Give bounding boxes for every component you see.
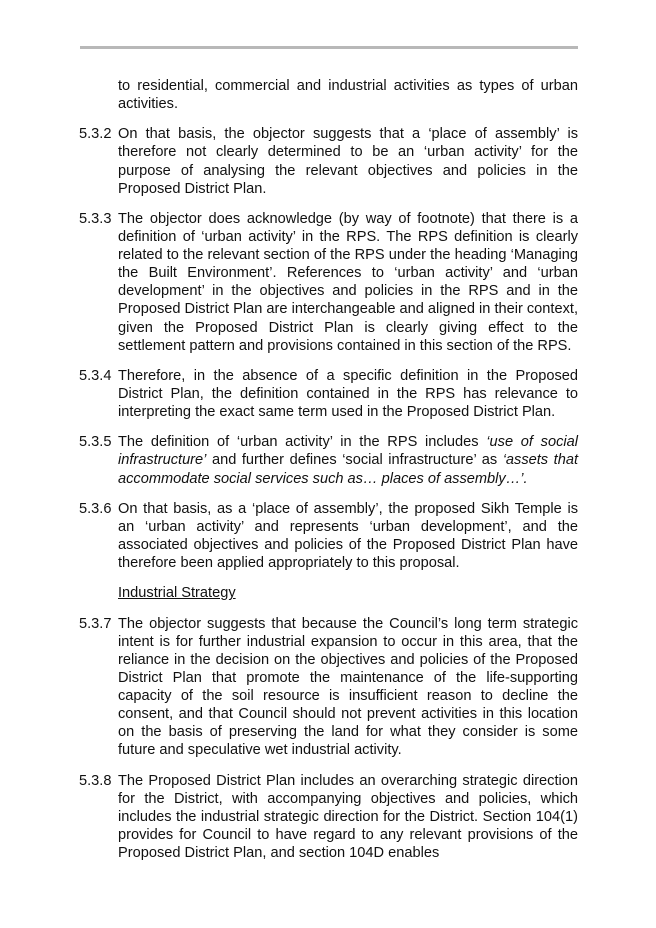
paragraph-number: 5.3.4 (79, 367, 112, 384)
paragraph-number: 5.3.6 (79, 500, 112, 517)
paragraph-text: The objector suggests that because the Council’s long term strategic intent is for further industrial expansion to occur in this area, that the reliance in the decision on the objectives and policies of the Proposed District Plan that promote the maintenance of the life-supporting capacity of the soil resource is insufficient reason to decline the consent, and that Council should not prevent activities in this location on the basis of preserving the land for what they consider is some future and speculative wet industrial activity. (118, 615, 578, 759)
paragraph-number: 5.3.3 (79, 210, 112, 227)
paragraph-5-3-2 (79, 125, 578, 197)
paragraph-number: 5.3.7 (79, 615, 112, 632)
paragraph-number: 5.3.8 (79, 772, 112, 789)
paragraph-number: 5.3.2 (79, 126, 112, 143)
text-run: The definition of ‘urban activity’ in the RPS includes (118, 434, 487, 451)
paragraph-5-3-6 (79, 500, 578, 572)
paragraph-5-3-5 (79, 433, 578, 487)
quoted-italic-text: ‘use of social infrastructure’ (118, 434, 578, 469)
paragraph-text: The Proposed District Plan includes an overarching strategic direction for the District, with accompanying objectives and policies, which includes the industrial strategic direction for the District. Section 104(1) provides for Council to have regard to any relevant provisions of the Proposed District Plan, and section 104D enables (118, 772, 578, 861)
document-body (79, 77, 578, 874)
paragraph-5-3-8 (79, 772, 578, 862)
continuation-text: to residential, commercial and industrial activities as types of urban activities. (118, 78, 578, 113)
paragraph-text (118, 433, 578, 487)
paragraph-number: 5.3.5 (79, 434, 112, 451)
paragraph-text: Therefore, in the absence of a specific definition in the Proposed District Plan, the definition contained in the RPS has relevance to interpreting the exact same term used in the Proposed District Plan. (118, 367, 578, 421)
paragraph-5-3-4 (79, 367, 578, 421)
header-rule (80, 46, 578, 49)
paragraph-5-3-3 (79, 210, 578, 355)
paragraph-text: On that basis, as a ‘place of assembly’, the proposed Sikh Temple is an ‘urban activity’ and represents ‘urban development’, and the associated objectives and policies of the Proposed District Plan have therefore been applied appropriately to this proposal. (118, 500, 578, 572)
section-heading (79, 584, 578, 602)
paragraph-text: On that basis, the objector suggests that a ‘place of assembly’ is therefore not clearly determined to be an ‘urban activity’ for the purpose of analysing the relevant objectives and policies in the Proposed District Plan. (118, 126, 578, 197)
paragraph-text: The objector does acknowledge (by way of footnote) that there is a definition of ‘urban activity’ in the RPS. The RPS definition is clearly related to the relevant section of the RPS under the heading ‘Managing the Built Environment’. References to ‘urban activity’ and ‘urban development’ in the objectives and policies in the RPS and in the Proposed District Plan are interchangeable and aligned in their context, given the Proposed District Plan is clearly giving effect to the settlement pattern and provisions contained in this section of the RPS. (118, 210, 578, 354)
text-run: and further defines ‘social infrastructure’ as (206, 452, 503, 469)
paragraph-5-3-7 (79, 615, 578, 760)
section-heading-text: Industrial Strategy (118, 585, 236, 602)
quoted-italic-text: ‘assets that accommodate social services such as… places of assembly…’. (118, 452, 579, 487)
